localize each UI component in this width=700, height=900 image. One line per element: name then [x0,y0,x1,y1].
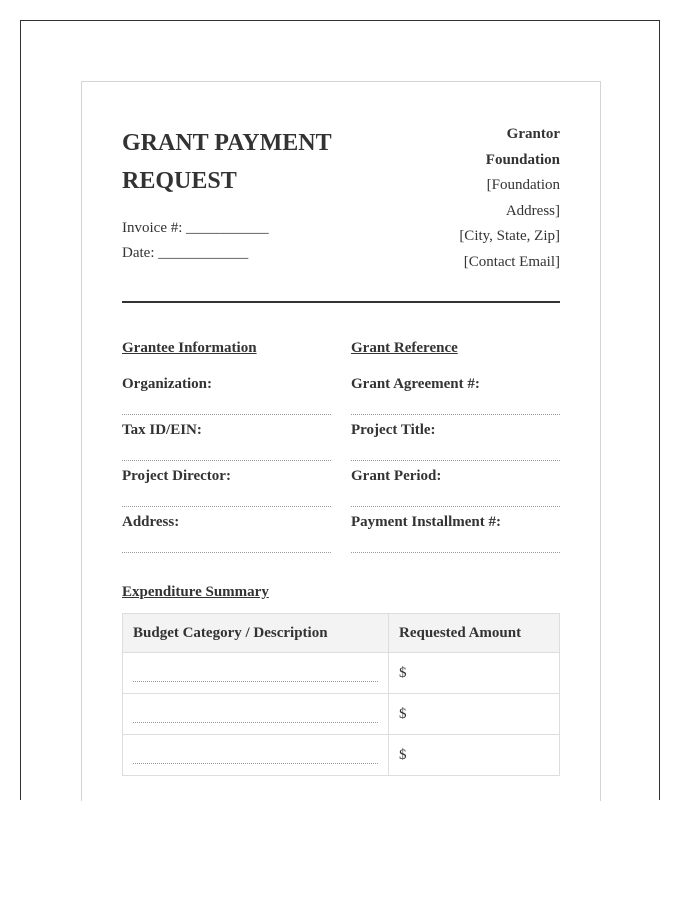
project-title-field[interactable] [351,420,560,466]
requested-amount-cell[interactable]: $ [389,735,560,776]
tax-id-label: Tax ID/EIN: [122,422,202,438]
grant-period-label: Grant Period: [351,468,442,484]
project-director-label: Project Director: [122,468,231,484]
project-director-field[interactable] [122,466,331,512]
payment-installment-field[interactable] [351,512,560,558]
document-title: GRANT PAYMENT REQUEST [122,130,332,194]
grantor-contact-email: [Contact Email] [463,253,560,270]
table-row [123,694,560,735]
expenditure-summary-heading: Expenditure Summary [122,584,269,600]
expenditure-table [122,613,560,776]
grant-agreement-label: Grant Agreement #: [351,376,480,392]
requested-amount-cell[interactable]: $ [389,694,560,735]
tax-id-input-line[interactable] [122,460,331,461]
budget-description-input-line[interactable] [133,722,378,723]
grant-period-field[interactable] [351,466,560,512]
invoice-meta [122,216,269,266]
budget-description-cell[interactable] [123,694,389,735]
project-title-input-line[interactable] [351,460,560,461]
table-header-row [123,614,560,653]
date-field[interactable]: Date: ____________ [122,245,249,261]
grantor-block [430,122,560,276]
budget-category-header: Budget Category / Description [123,614,389,653]
payment-installment-input-line[interactable] [351,552,560,553]
project-director-input-line[interactable] [122,506,331,507]
grantee-information-heading: Grantee Information [122,340,257,356]
grantor-name: Grantor Foundation [485,126,560,168]
grantor-city-state-zip: [City, State, Zip] [459,228,560,245]
grantor-address: [Foundation Address] [486,177,560,219]
budget-description-cell[interactable] [123,735,389,776]
requested-amount-header: Requested Amount [389,614,560,653]
document-sheet [81,81,601,801]
organization-input-line[interactable] [122,414,331,415]
header-divider [122,301,560,303]
tax-id-field[interactable] [122,420,331,466]
organization-label: Organization: [122,376,212,392]
table-row [123,653,560,694]
table-row [123,735,560,776]
organization-field[interactable] [122,374,331,420]
project-title-label: Project Title: [351,422,436,438]
grant-agreement-input-line[interactable] [351,414,560,415]
grant-period-input-line[interactable] [351,506,560,507]
grantee-address-field[interactable] [122,512,331,558]
grantee-information-section [122,338,331,558]
budget-description-cell[interactable] [123,653,389,694]
budget-description-input-line[interactable] [133,681,378,682]
invoice-number-field[interactable]: Invoice #: ___________ [122,220,269,236]
budget-description-input-line[interactable] [133,763,378,764]
grant-agreement-field[interactable] [351,374,560,420]
payment-installment-label: Payment Installment #: [351,514,501,530]
requested-amount-cell[interactable]: $ [389,653,560,694]
grantee-address-label: Address: [122,514,180,530]
grantee-address-input-line[interactable] [122,552,331,553]
grant-reference-section [351,338,560,558]
grant-reference-heading: Grant Reference [351,340,458,356]
